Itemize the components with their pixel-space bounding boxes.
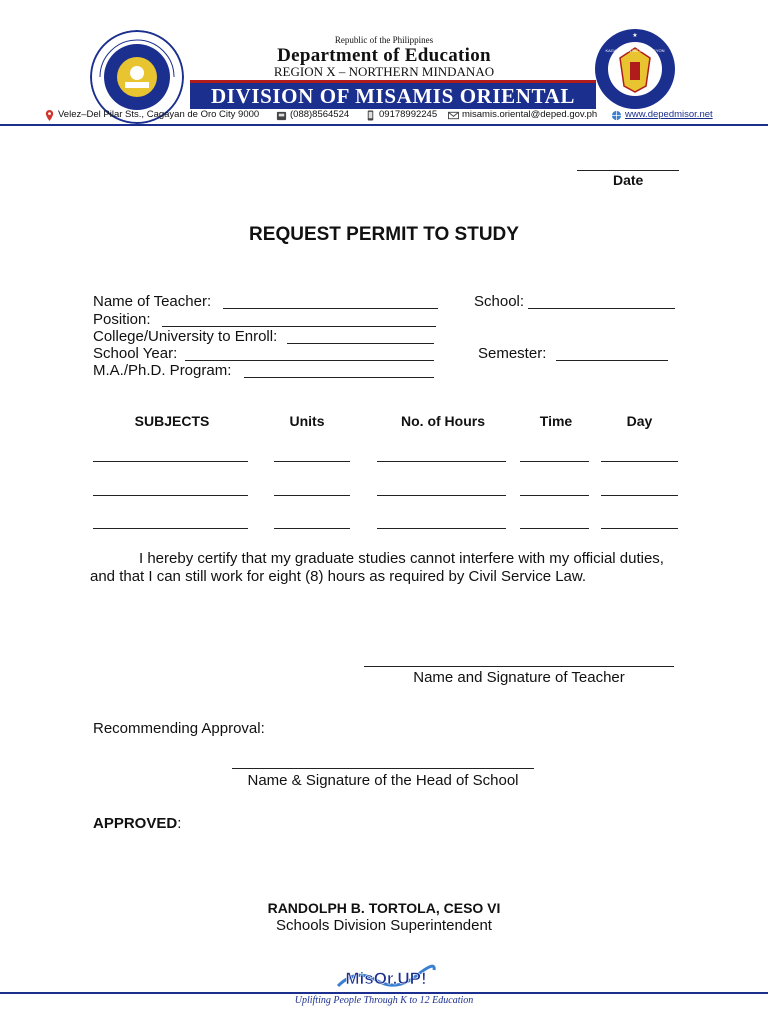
phone-text: (088)8564524: [290, 109, 350, 120]
semester-label: Semester:: [478, 345, 547, 362]
teacher-signature-line[interactable]: [364, 666, 674, 667]
day-field[interactable]: [601, 528, 678, 529]
email-icon: [448, 110, 459, 121]
certification-line-2: and that I can still work for eight (8) hours as required by Civil Service Law.: [90, 568, 587, 585]
address-text: Velez–Del Pilar Sts., Cagayan de Oro City 9000: [58, 109, 260, 120]
mobile-text: 09178992245: [379, 109, 438, 120]
table-row: [0, 522, 768, 532]
email-text: misamis.oriental@deped.gov.ph: [462, 109, 598, 120]
email-item: [448, 107, 597, 123]
column-header-hours: No. of Hours: [401, 413, 485, 429]
head-signature-line[interactable]: [232, 768, 534, 769]
time-field[interactable]: [520, 495, 589, 496]
division-banner: [190, 80, 596, 109]
certification-line-1: I hereby certify that my graduate studies cannot interfere with my official duties,: [139, 550, 664, 567]
misor-up-logo: [336, 962, 436, 992]
day-field[interactable]: [601, 495, 678, 496]
kagawaran-seal: [594, 28, 676, 110]
hours-field[interactable]: [377, 495, 506, 496]
column-header-subjects: SUBJECTS: [134, 413, 210, 429]
republic-text: Republic of the Philippines: [334, 35, 434, 45]
column-header-units: Units: [289, 413, 325, 429]
svg-text:★: ★: [632, 33, 638, 39]
table-row: [0, 455, 768, 465]
subject-field[interactable]: [93, 528, 248, 529]
teacher-signature-label: Name and Signature of Teacher: [413, 669, 625, 686]
kagawaran-seal-text: KAGAWARAN NG EDUKASYON: [605, 48, 665, 53]
school-label: School:: [474, 293, 525, 310]
school-field[interactable]: [528, 308, 675, 309]
recommending-approval-label: Recommending Approval:: [93, 720, 265, 737]
program-field[interactable]: [244, 377, 434, 378]
hours-field[interactable]: [377, 461, 506, 462]
units-field[interactable]: [274, 495, 350, 496]
column-header-day: Day: [626, 413, 653, 429]
college-field[interactable]: [287, 343, 434, 344]
approved-heading: [93, 815, 181, 832]
website-text: www.depedmisor.net: [625, 109, 713, 120]
approved-colon: :: [177, 815, 182, 832]
hours-field[interactable]: [377, 528, 506, 529]
subject-field[interactable]: [93, 495, 248, 496]
subject-field[interactable]: [93, 461, 248, 462]
region-text: REGION X – NORTHERN MINDANAO: [273, 64, 495, 79]
college-label: College/University to Enroll:: [93, 328, 278, 345]
position-label: Position:: [93, 311, 151, 328]
day-field[interactable]: [601, 461, 678, 462]
teacher-name-field[interactable]: [223, 308, 438, 309]
mobile-item: [365, 107, 437, 123]
division-title: DIVISION OF MISAMIS ORIENTAL: [211, 84, 575, 108]
header-divider: [0, 124, 768, 126]
department-title: Department of Education: [277, 45, 491, 66]
superintendent-title: Schools Division Superintendent: [276, 917, 492, 934]
head-signature-label: Name & Signature of the Head of School: [247, 772, 519, 789]
telephone-icon: [276, 110, 287, 121]
school-year-label: School Year:: [93, 345, 178, 362]
mobile-phone-icon: [365, 110, 376, 121]
time-field[interactable]: [520, 461, 589, 462]
semester-field[interactable]: [556, 360, 668, 361]
units-field[interactable]: [274, 461, 350, 462]
teacher-name-label: Name of Teacher:: [93, 293, 212, 310]
time-field[interactable]: [520, 528, 589, 529]
address-item: [44, 107, 259, 123]
column-header-time: Time: [539, 413, 573, 429]
table-row: [0, 489, 768, 499]
location-pin-icon: [44, 110, 55, 121]
footer-divider: [0, 992, 768, 994]
position-field[interactable]: [162, 326, 436, 327]
globe-icon: [611, 110, 622, 121]
date-line: [577, 170, 679, 171]
date-label: Date: [613, 172, 644, 188]
footer-tagline: Uplifting People Through K to 12 Education: [294, 995, 474, 1006]
approved-label: APPROVED: [93, 815, 178, 832]
school-year-field[interactable]: [185, 360, 434, 361]
phone-item: [276, 107, 349, 123]
website-item: [611, 107, 713, 123]
program-label: M.A./Ph.D. Program:: [93, 362, 232, 379]
superintendent-name: RANDOLPH B. TORTOLA, CESO VI: [267, 900, 501, 916]
misor-up-logo-text: MisOr.UP!: [345, 969, 427, 988]
form-title: REQUEST PERMIT TO STUDY: [249, 224, 519, 245]
units-field[interactable]: [274, 528, 350, 529]
